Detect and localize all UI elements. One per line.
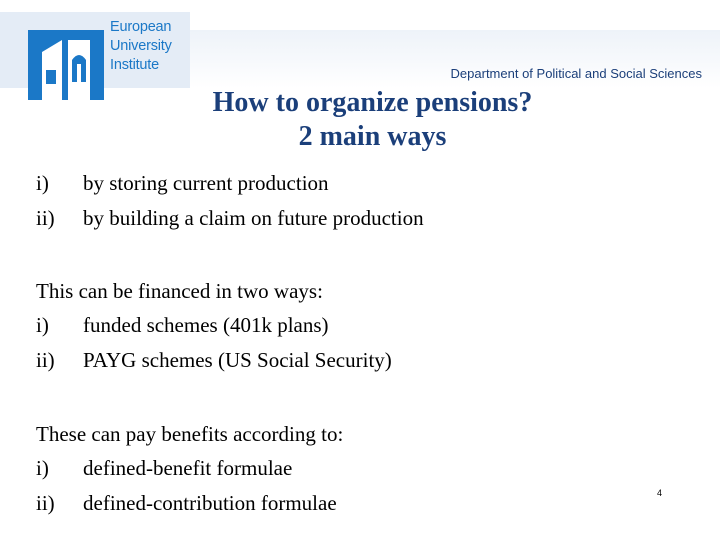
list-item xyxy=(36,345,392,375)
department-name: Department of Political and Social Sciences xyxy=(450,66,702,81)
logo-line-institute: Institute xyxy=(110,57,159,73)
list-marker: i) xyxy=(36,171,49,195)
logo-line-university: University xyxy=(110,38,172,54)
list-text: funded schemes (401k plans) xyxy=(83,313,329,337)
list-marker: i) xyxy=(36,456,49,480)
list-marker: ii) xyxy=(36,348,55,372)
slide-title xyxy=(0,86,720,154)
financing-intro: This can be financed in two ways: xyxy=(36,279,323,303)
header xyxy=(0,0,720,88)
list-marker: ii) xyxy=(36,491,55,515)
list-text: by building a claim on future production xyxy=(83,206,424,230)
list-item xyxy=(36,168,329,198)
page-number: 4 xyxy=(657,488,663,498)
logo-text xyxy=(110,18,190,75)
list-marker: ii) xyxy=(36,206,55,230)
logo-line-european: European xyxy=(110,19,172,35)
list-item xyxy=(36,310,329,340)
list-text: PAYG schemes (US Social Security) xyxy=(83,348,392,372)
list-item xyxy=(36,203,424,233)
list-text: defined-contribution formulae xyxy=(83,491,337,515)
title-line-2: 2 main ways xyxy=(298,121,447,152)
title-line-1: How to organize pensions? xyxy=(212,87,533,118)
benefits-intro: These can pay benefits according to: xyxy=(36,422,344,446)
list-text: by storing current production xyxy=(83,171,329,195)
list-marker: i) xyxy=(36,313,49,337)
list-item xyxy=(36,453,292,483)
list-text: defined-benefit formulae xyxy=(83,456,293,480)
list-item xyxy=(36,488,337,518)
